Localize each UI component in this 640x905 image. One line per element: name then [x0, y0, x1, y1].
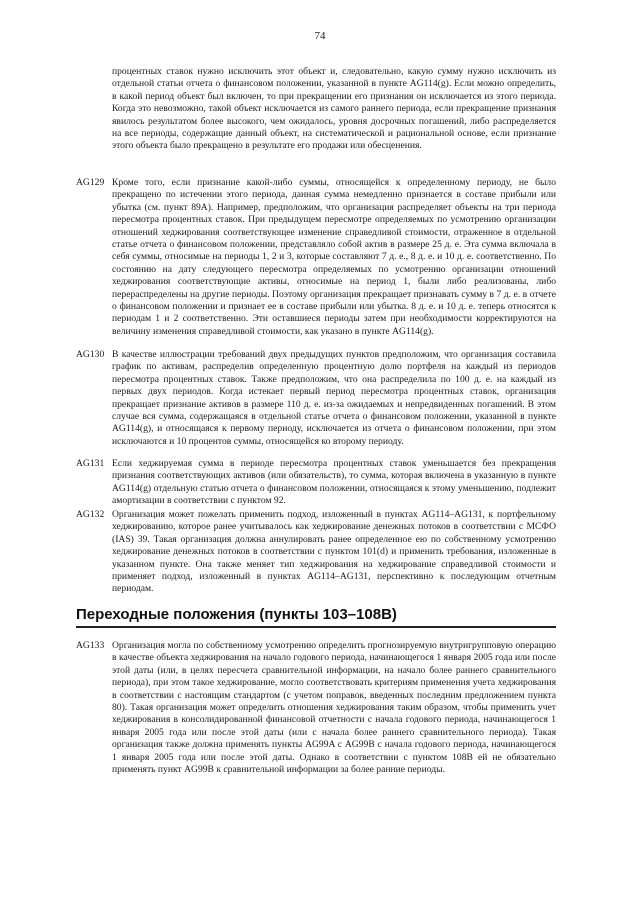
paragraph-label-ag130: AG130	[76, 349, 105, 360]
section-heading: Переходные положения (пункты 103–108B)	[76, 606, 397, 623]
paragraph-ag133	[112, 640, 556, 776]
paragraph-text: Организация могла по собственному усмотрению определить прогнозируемую внутригрупповую операцию в качестве объекта хеджирования на начало годового периода, начинающегося 1 января 2005 года или после этой даты (или, в целях пересчета сравнительной информации, на начало более раннего сравнительного периода), при этом такое хеджирование, могло соответствовать критериям применения учета хеджирования в соответствии с настоящим стандартом (с учетом поправок, введенных последним предложением пункта 80). Такая организация может определить отношения хеджирования таким образом, чтобы применить учет хеджирования в консолидированной финансовой отчетности с начала годового периода, начинающегося 1 января 2005 года или после этой даты (или с начала более раннего сравнительного периода). Такая организация также должна применять пункты AG99A с AG99B с начала годового периода, начинающегося 1 января 2005 года или после этой даты. Однако в соответствии с пунктом 108B ей не обязательно применять пункт AG99B к сравнительной информации за более ранние периоды.	[112, 640, 556, 776]
paragraph-ag130	[112, 349, 556, 448]
paragraph-text: В качестве иллюстрации требований двух предыдущих пунктов предположим, что организация составила график по активам, распределив определенную процентную долю портфеля на каждый из периодов пересмотра процентных ставок. Также предположим, что она распределила по 100 д. е. на каждый из первых двух периодов. Когда истекает первый период пересмотра процентных ставок, организация прекращает признание активов в размере 110 д. е. из-за ожидаемых и непредвиденных погашений. В этом случае вся сумма, содержащаяся в отдельной статье отчета о финансовом положении, указанной в пункте AG114(g), и относящаяся к первому периоду, исключается из отчета о финансовом положении, при этом исключаются и 10 процентов суммы, относящейся ко второму периоду.	[112, 349, 556, 447]
paragraph-ag132	[112, 509, 556, 596]
paragraph-ag129	[112, 177, 556, 338]
paragraph-label-ag131: AG131	[76, 458, 105, 469]
intro-paragraph-text: процентных ставок нужно исключить этот объект и, следовательно, какую сумму нужно исключить из отдельной статьи отчета о финансовом положении, указанной в пункте AG114(g). Если можно определить, в какой период объект был включен, то при прекращении его признания он исключается из этого периода. Когда это невозможно, такой объект исключается из самого раннего периода, если прекращение признания явилось результатом более высокого, чем ожидалось, уровня досрочных погашений, либо распределяется на все периоды, содержащие данный объект, на систематической и рациональной основе, если признание этого объекта было прекращено в результате его продажи или обесценения.	[112, 66, 556, 152]
intro-paragraph	[112, 66, 556, 153]
paragraph-text: Кроме того, если признание какой-либо суммы, относящейся к определенному периоду, не было прекращено по истечении этого периода, данная сумма немедленно признается в составе прибыли или убытка (см. пункт 89A). Например, предположим, что организация распределяет объекты на три периода пересмотра процентных ставок. При предыдущем пересмотре определяемых по усмотрению организации отношений хеджирования соответствующее изменение справедливой стоимости, отраженное в отдельной статье отчета о финансовом положении, представляло собой актив в размере 25 д. е. Эта сумма включала в себя суммы, относимые на периоды 1, 2 и 3, которые составляют 7 д. е., 8 д. е. и 10 д. е. соответственно. По состоянию на дату следующего пересмотра определяемых по усмотрению организации отношений хеджирования соответствующие активы, относимые на период 1, были либо реализованы, либо перераспределены на другие периоды. Поэтому организация прекращает признавать сумму в 7 д. е. в отчете о финансовом положении и признает ее в составе прибыли или убытка. 8 д. е. и 10 д. е. теперь относятся к периодам 1 и 2 соответственно. Эти оставшиеся периоды затем при необходимости корректируются на величину изменения справедливой стоимости, как указано в пункте AG114(g).	[112, 177, 556, 337]
paragraph-text: Организация может пожелать применить подход, изложенный в пунктах AG114–AG131, к портфельному хеджированию, которое ранее учитывалось как хеджирование денежных потоков в соответствии с МСФО (IAS) 39. Такая организация должна аннулировать ранее определенное ею по собственному усмотрению хеджирование денежных потоков в соответствии с пунктом 101(d) и применить требования, изложенные в указанном пункте. Она также меняет тип хеджирования на хеджирование справедливой стоимости и применяет подход, изложенный в пунктах AG114–AG131, перспективно к последующим отчетным периодам.	[112, 509, 556, 595]
paragraph-text: Если хеджируемая сумма в периоде пересмотра процентных ставок уменьшается без прекращения признания соответствующих активов (или обязательств), то сумма, которая включена в указанную в пункте AG114(g) отдельную статью отчета о финансовом положении, относящаяся к этому уменьшению, подлежит амортизации в соответствии с пунктом 92.	[112, 458, 556, 507]
paragraph-label-ag129: AG129	[76, 177, 105, 188]
paragraph-ag131	[112, 458, 556, 508]
paragraph-label-ag133: AG133	[76, 640, 105, 651]
page-number: 74	[314, 30, 326, 42]
paragraph-label-ag132: AG132	[76, 509, 105, 520]
heading-underline	[76, 626, 556, 628]
